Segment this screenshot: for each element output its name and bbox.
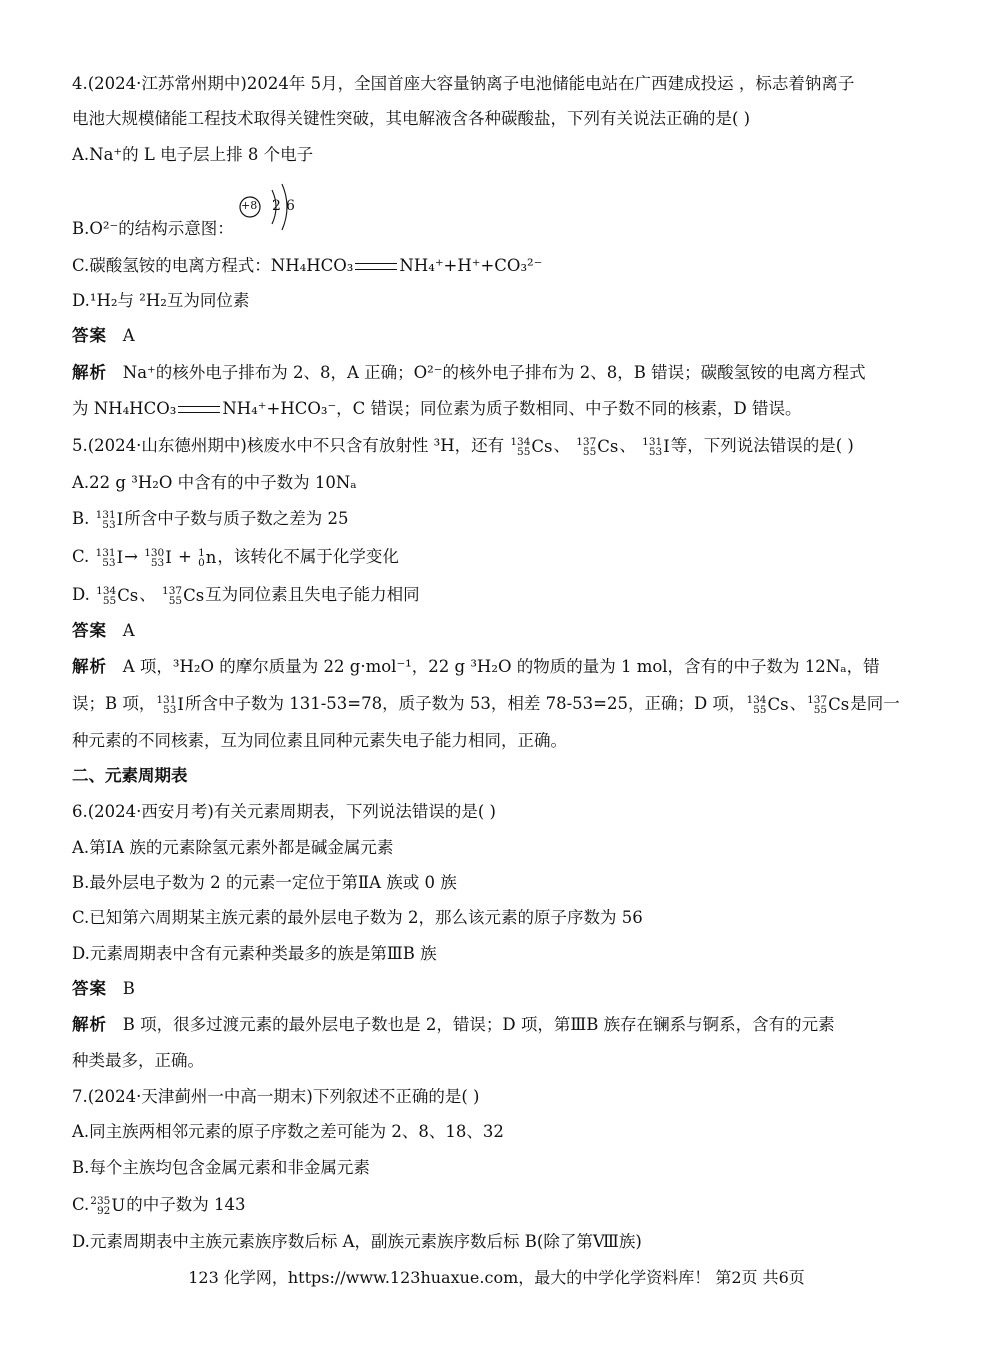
q6-option-b: B.最外层电子数为 2 的元素一定位于第ⅡA 族或 0 族 bbox=[72, 873, 457, 892]
q5-option-b-suffix: 所含中子数与质子数之差为 25 bbox=[124, 509, 349, 528]
answer-label: 答案 bbox=[72, 326, 107, 345]
q6-option-d: D.元素周期表中含有元素种类最多的族是第ⅢB 族 bbox=[72, 944, 437, 963]
answer-value: B bbox=[122, 979, 135, 998]
nuclide-neutron: 1 0 n bbox=[198, 546, 217, 569]
q6-analysis-line1 bbox=[72, 1014, 835, 1036]
analysis-label: 解析 bbox=[72, 363, 107, 382]
q7-option-a: A.同主族两相邻元素的原子序数之差可能为 2、8、18、32 bbox=[72, 1122, 504, 1141]
q4-option-c-suffix: NH₄⁺+H⁺+CO₃²⁻ bbox=[399, 256, 543, 275]
nuclide-cs137: 137 55 Cs bbox=[576, 435, 619, 458]
q4-analysis-text2a: 为 NH₄HCO₃ bbox=[72, 399, 177, 418]
q5-analysis-line3: 种元素的不同核素，互为同位素且同种元素失电子能力相同，正确。 bbox=[72, 731, 567, 750]
answer-value: A bbox=[122, 621, 135, 640]
q4-answer bbox=[72, 325, 135, 347]
q4-analysis-text2b: NH₄⁺+HCO₃⁻，C 错误；同位素为质子数相同、中子数不同的核素，D 错误。 bbox=[222, 399, 802, 418]
o2-structure-diagram bbox=[238, 178, 300, 238]
nuclide-i131: 131 53 I bbox=[95, 546, 124, 569]
nuclide-cs134: 134 55 Cs bbox=[96, 584, 139, 607]
nuclide-i131: 131 53 I bbox=[642, 435, 670, 458]
analysis-label: 解析 bbox=[72, 1015, 107, 1034]
shell1-count: 2 bbox=[272, 198, 281, 214]
q4-stem-line2: 电池大规模储能工程技术取得关键性突破，其电解液含各种碳酸盐，下列有关说法正确的是( ) bbox=[72, 109, 751, 128]
q4-option-c bbox=[72, 255, 542, 277]
nuclide-cs137: 137 55 Cs bbox=[807, 693, 850, 716]
nuclide-cs137: 137 55 Cs bbox=[162, 584, 205, 607]
q5-option-b: B. 131 53 I 所含中子数与质子数之差为 25 bbox=[72, 508, 349, 531]
q6-option-c: C.已知第六周期某主族元素的最外层电子数为 2，那么该元素的原子序数为 56 bbox=[72, 908, 643, 927]
q4-option-a: A.Na⁺的 L 电子层上排 8 个电子 bbox=[72, 145, 314, 164]
q5-stem-prefix: 5.(2024·山东德州期中)核废水中不只含有放射性 ³H，还有 bbox=[72, 436, 505, 455]
section-heading: 二、元素周期表 bbox=[72, 766, 188, 785]
q4-option-b: B.O²⁻的结构示意图： bbox=[72, 219, 234, 238]
q6-analysis-text1: B 项，很多过渡元素的最外层电子数也是 2，错误；D 项，第ⅢB 族存在镧系与锕系，含有的元素 bbox=[122, 1015, 835, 1034]
q4-analysis-line1 bbox=[72, 362, 866, 384]
nuclide-cs134: 134 55 Cs bbox=[510, 435, 553, 458]
q5-analysis-line2: 误；B 项， 131 53 I 所含中子数为 131-53=78，质子数为 53，相差 78-53=25，正确；D 项， 134 55 Cs 、 137 55 Cs 是同一 bbox=[72, 693, 900, 716]
shell2-count: 6 bbox=[286, 198, 295, 214]
q5-option-a: A.22 g ³H₂O 中含有的中子数为 10Nₐ bbox=[72, 473, 357, 492]
q6-analysis-line2: 种类最多，正确。 bbox=[72, 1051, 204, 1070]
nuclide-cs134: 134 55 Cs bbox=[746, 693, 789, 716]
q7-option-b: B.每个主族均包含金属元素和非金属元素 bbox=[72, 1158, 370, 1177]
q5-analysis-line1 bbox=[72, 656, 880, 678]
answer-label: 答案 bbox=[72, 979, 107, 998]
q5-stem: 5.(2024·山东德州期中)核废水中不只含有放射性 ³H，还有 134 55 Cs 、 137 55 Cs 、 131 53 I 等，下列说法错误的是( ) bbox=[72, 435, 854, 458]
q4-stem-line1: 4.(2024·江苏常州期中)2024年 5月，全国首座大容量钠离子电池储能电站在广西建成投运 ，标志着钠离子 bbox=[72, 74, 855, 93]
q4-analysis-line2 bbox=[72, 398, 802, 420]
q7-stem: 7.(2024·天津蓟州一中高一期末)下列叙述不正确的是( ) bbox=[72, 1087, 480, 1106]
nuclide-i131: 131 53 I bbox=[156, 693, 184, 716]
q5-option-c: C. 131 53 I → 130 53 I + 1 0 n ，该转化不属于化学变化 bbox=[72, 546, 399, 569]
q5-option-c-suffix: ，该转化不属于化学变化 bbox=[217, 547, 399, 566]
page-footer: 123 化学网，https://www.123huaxue.com，最大的中学化学资料库！ 第2页 共6页 bbox=[188, 1268, 805, 1287]
equilibrium-double-line bbox=[178, 406, 220, 413]
q5-stem-suffix: 等，下列说法错误的是( ) bbox=[670, 436, 854, 455]
q7-option-d: D.元素周期表中主族元素族序数后标 A，副族元素族序数后标 B(除了第Ⅷ族) bbox=[72, 1232, 642, 1251]
q4-option-c-prefix: C.碳酸氢铵的电离方程式：NH₄HCO₃ bbox=[72, 256, 354, 275]
q6-answer bbox=[72, 978, 135, 1000]
q6-option-a: A.第ⅠA 族的元素除氢元素外都是碱金属元素 bbox=[72, 838, 394, 857]
q7-option-c: C. 235 92 U 的中子数为 143 bbox=[72, 1194, 246, 1217]
q4-analysis-text1: Na⁺的核外电子排布为 2、8，A 正确；O²⁻的核外电子排布为 2、8，B 错误；碳酸氢铵的电离方程式 bbox=[122, 363, 866, 382]
q5-answer bbox=[72, 620, 135, 642]
analysis-label: 解析 bbox=[72, 657, 107, 676]
nuclide-i131: 131 53 I bbox=[95, 508, 124, 531]
q5-analysis-text1: A 项，³H₂O 的摩尔质量为 22 g·mol⁻¹，22 g ³H₂O 的物质的量为 1 mol，含有的中子数为 12Nₐ，错 bbox=[122, 657, 880, 676]
q5-option-d: D. 134 55 Cs 、 137 55 Cs 互为同位素且失电子能力相同 bbox=[72, 584, 420, 607]
q5-option-d-suffix: 互为同位素且失电子能力相同 bbox=[205, 585, 420, 604]
nucleus-charge: +8 bbox=[241, 199, 258, 212]
answer-value: A bbox=[122, 326, 135, 345]
nuclide-i130: 130 53 I bbox=[144, 546, 172, 569]
answer-label: 答案 bbox=[72, 621, 107, 640]
equilibrium-double-line bbox=[355, 263, 397, 270]
nuclide-u235: 235 92 U bbox=[90, 1194, 126, 1217]
q4-option-d: D.¹H₂与 ²H₂互为同位素 bbox=[72, 291, 250, 310]
q6-stem: 6.(2024·西安月考)有关元素周期表，下列说法错误的是( ) bbox=[72, 802, 496, 821]
